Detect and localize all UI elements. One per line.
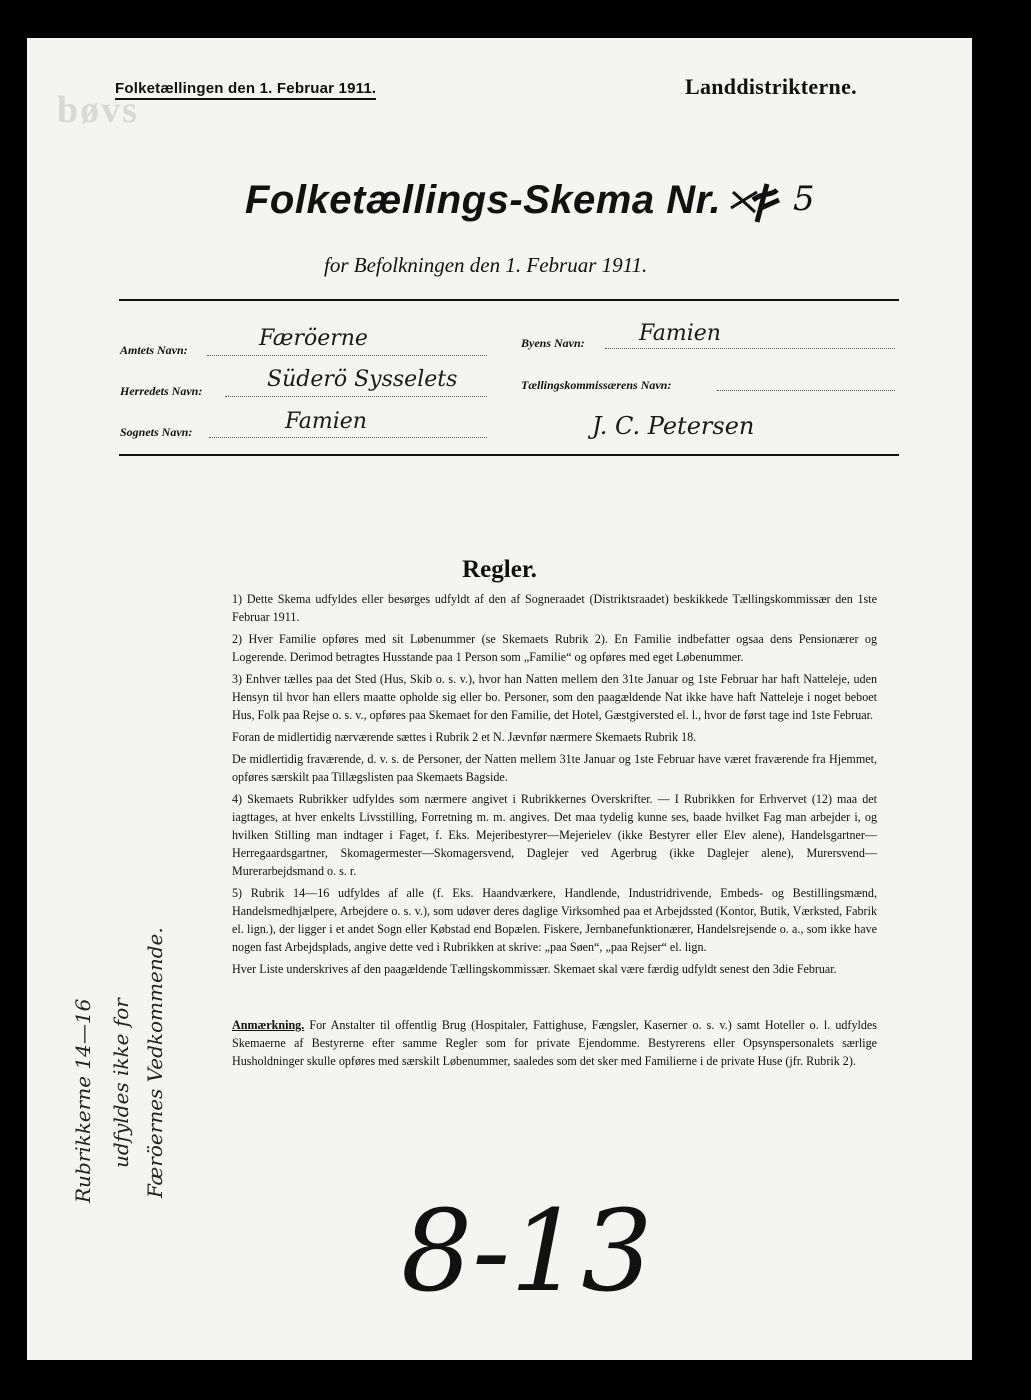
handwritten-number: 5	[793, 179, 815, 219]
by-value: Famien	[639, 321, 721, 346]
remark-label: Anmærkning.	[232, 1018, 305, 1032]
amt-label: Amtets Navn:	[120, 343, 188, 357]
rule-signature: Hver Liste underskrives af den paagældende Tællingskommissær. Skemaet skal være færdig udfyldt senest den 3die Februar.	[232, 962, 837, 976]
side-note-line-1: Rubrikkerne 14—16	[71, 998, 95, 1203]
strike-mark	[731, 192, 757, 212]
rule-3-note-absent: De midlertidig fraværende, d. v. s. de Personer, der Natten mellem 31te Januar og 1ste Februar have været fraværende fra Hjemmet, opføres særskilt paa Tillægslisten paa Skemaets Bagside.	[232, 752, 877, 784]
rule-4: 4) Skemaets Rubrikker udfyldes som nærmere angivet i Rubrikkernes Overskrifter. — I Rubrikken for Erhvervet (12) maa det iagttages, at hver enkelts Livsstilling, Forretning m. m. angives. Det maa tydelig kunne ses, baade hvilket Fag man arbejder i, og hvilken Stilling man indtager i Faget, f. Eks. Mejeribestyrer—Mejerielev (ikke Bestyrer eller Elev alene), Handelsgartner—Herregaardsgartner, Skomagermester—Skomagersvend, Daglejer ved Agerbrug (ikke Daglejer alene), Murersvend—Murerarbejdsmand o. s. r.	[232, 792, 877, 878]
rule-1: 1) Dette Skema udfyldes eller besørges udfyldt af den af Sogneraadet (Distriktsraadet) beskikkede Tællingskommissær den 1ste Februar 1911.	[232, 592, 877, 624]
header-census-date: Folketællingen den 1. Februar 1911.	[115, 80, 376, 100]
herred-value: Süderö Sysselets	[267, 367, 458, 392]
kommissaer-line	[717, 376, 895, 391]
handwritten-form-number	[727, 178, 817, 228]
bottom-handwritten-text: 8-13	[401, 1187, 653, 1317]
amt-value: Færöerne	[259, 326, 368, 351]
header-district: Landdistrikterne.	[685, 74, 857, 99]
side-note-line-3: Færöernes Vedkommende.	[143, 927, 167, 1198]
herred-label: Herredets Navn:	[120, 384, 203, 398]
form-title: Folketællings-Skema Nr.	[245, 178, 722, 222]
fields-divider	[119, 454, 899, 456]
faint-stamp: bøvs	[57, 89, 139, 131]
form-subtitle: for Befolkningen den 1. Februar 1911.	[324, 253, 648, 277]
rules-heading: Regler.	[462, 556, 537, 583]
sogn-label: Sognets Navn:	[120, 425, 193, 439]
remark-text: For Anstalter til offentlig Brug (Hospitaler, Fattighuse, Fængsler, Kaserner o. s. v.) samt Hoteller o. l. udfyldes Skemaerne af Bestyrerne efter samme Regler som for private Ejendomme. Bestyrerens eller Opsynspersonalets særlige Husholdninger skulle opføres med særskilt Løbenummer, saaledes som det sker med Familierne i de private Huse (jfr. Rubrik 2).	[232, 1018, 877, 1068]
kommissaer-value: J. C. Petersen	[592, 412, 755, 440]
rule-3: 3) Enhver tælles paa det Sted (Hus, Skib o. s. v.), hvor han Natten mellem den 31te Januar og 1ste Februar har haft Natteleje, uden Hensyn til hvor han ellers maatte opholde sig eller bo. Personer, som den paagældende Nat ikke have haft Natteleje i noget beboet Hus, Folk paa Rejse o. s. v., opføres paa Skemaet for den Familie, det Hotel, Gæstgiversted el. l., hvor de først tage ind 1ste Februar.	[232, 672, 877, 722]
sogn-value: Famien	[285, 409, 367, 434]
rule-2: 2) Hver Familie opføres med sit Løbenummer (se Skemaets Rubrik 2). En Familie indbefatter ogsaa dens Pensionærer og Logerende. Derimod betragtes Husstande paa 1 Person som „Familie“ og opføres med eget Løbenummer.	[232, 632, 877, 664]
census-form-page	[27, 38, 972, 1360]
kommissaer-label: Tællingskommissærens Navn:	[521, 378, 672, 392]
bottom-handwritten-range	[397, 1178, 653, 1317]
remark	[232, 1016, 877, 1070]
rule-5: 5) Rubrik 14—16 udfyldes af alle (f. Eks. Haandværkere, Handlende, Industridrivende, Embeds- og Bestillingsmænd, Handelsmedhjælpere, Arbejdere o. s. v.), som udøver deres daglige Virksomhed paa et Arbejdssted (Kontor, Butik, Værksted, Fabrik el. lign.), der ligger i et andet Sogn eller Købstad end Bopælen. Fiskere, Jernbanefunktionærer, Handelsrejsende o. a., som ikke have nogen fast Arbejdsplads, angive dette ved i Rubrikken at skrive: „paa Søen“, „paa Rejser“ el. lign.	[232, 886, 877, 954]
by-label: Byens Navn:	[521, 336, 585, 350]
rules-body	[232, 590, 877, 1074]
rule-3-note-present: Foran de midlertidig nærværende sættes i Rubrik 2 et N. Jævnfør nærmere Skemaets Rubrik 18.	[232, 730, 697, 744]
side-note-line-2: udfyldes ikke for	[109, 998, 133, 1168]
scribble-mark	[753, 184, 779, 222]
top-divider	[119, 299, 899, 301]
